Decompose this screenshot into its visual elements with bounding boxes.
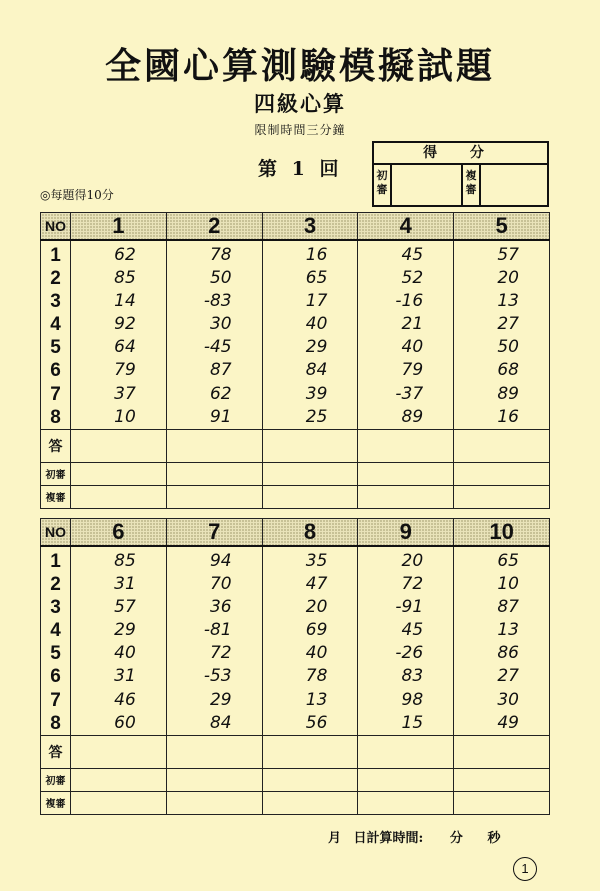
value-cell: -91 [395,597,424,618]
no-header: NO [41,213,71,241]
value-cell: 13 [497,620,519,641]
second-review-cell [166,791,262,814]
value-cell: 79 [401,360,424,381]
first-review-cell [166,768,262,791]
problem-table-2 [40,518,550,815]
value-cell: 72 [209,643,232,664]
page-title: 全國心算測驗模擬試題 [104,45,495,87]
value-cell: 98 [401,689,424,710]
row-label: 3 [50,291,61,313]
answer-field[interactable] [166,735,262,768]
answer-field[interactable] [262,429,358,462]
value-cell: 65 [497,551,519,571]
value-cell: -83 [203,291,232,312]
column-header: 9 [358,519,454,547]
value-cell: 89 [401,406,424,427]
score-second-review-label: 複審 [463,165,481,207]
answer-field[interactable] [71,735,167,768]
answer-label: 答 [41,735,71,768]
footer-month: 月 [328,831,342,846]
column-header: 7 [166,519,262,547]
value-cell: 16 [497,406,519,427]
value-cell: 29 [114,620,136,641]
row-label: 8 [50,712,61,734]
value-cell: 40 [305,643,328,664]
answer-field[interactable] [262,735,358,768]
page-number: 1 [513,857,537,881]
value-cell: 64 [114,337,136,358]
row-label: 6 [50,360,61,382]
value-cell: 36 [209,597,232,618]
problem-column [454,240,550,429]
problem-column [166,240,262,429]
value-cell: 37 [114,383,136,404]
value-cell: 13 [497,291,519,312]
value-cell: 83 [401,666,424,687]
value-cell: 30 [497,689,519,710]
row-label: 7 [50,689,61,711]
answer-field[interactable] [166,429,262,462]
value-cell: -81 [203,620,232,641]
problem-column [262,546,358,735]
answer-field[interactable] [358,735,454,768]
value-cell: 21 [401,314,424,335]
score-box [372,141,549,207]
problem-column [454,546,550,735]
value-cell: 13 [305,689,328,710]
calc-time-footer [328,827,508,846]
row-labels [41,240,71,429]
column-header: 10 [454,519,550,547]
first-review-cell [71,768,167,791]
value-cell: 60 [114,712,136,733]
second-review-cell [358,791,454,814]
row-label: 1 [50,245,61,266]
answer-field[interactable] [454,429,550,462]
value-cell: 56 [305,712,328,733]
value-cell: 40 [305,314,328,335]
first-review-cell [358,462,454,485]
value-cell: 78 [305,666,328,687]
first-review-label: 初審 [41,462,71,485]
value-cell: 92 [114,314,136,335]
second-review-label: 複審 [41,791,71,814]
value-cell: 46 [114,689,136,710]
row-labels [41,546,71,735]
first-review-cell [454,462,550,485]
problem-table-1 [40,212,550,509]
score-box-title: 得 分 [374,143,547,165]
second-review-cell [71,791,167,814]
problem-column [71,240,167,429]
value-cell: 89 [497,383,519,404]
value-cell: 35 [305,551,328,571]
value-cell: 87 [497,597,519,618]
value-cell: 50 [209,268,232,289]
value-cell: 65 [305,268,328,289]
footer-seconds: 秒 [487,831,501,846]
value-cell: 94 [209,551,232,571]
time-limit: 限制時間三分鐘 [254,123,346,137]
row-label: 5 [50,337,61,359]
points-per-question: ◎每題得10分 [40,188,114,202]
column-header: 4 [358,213,454,241]
row-label: 6 [50,666,61,688]
first-review-cell [262,768,358,791]
value-cell: 79 [114,360,136,381]
answer-field[interactable] [358,429,454,462]
second-review-label: 複審 [41,485,71,508]
value-cell: 31 [114,666,136,687]
value-cell: -26 [395,643,424,664]
second-review-cell [358,485,454,508]
value-cell: 86 [497,643,519,664]
second-review-cell [71,485,167,508]
value-cell: 27 [497,314,519,335]
problem-column [358,546,454,735]
answer-label: 答 [41,429,71,462]
value-cell: -37 [395,383,424,404]
first-review-cell [262,462,358,485]
row-label: 4 [50,620,61,642]
row-label: 1 [50,551,61,572]
value-cell: 70 [209,574,232,595]
value-cell: 29 [305,337,328,358]
second-review-cell [262,485,358,508]
answer-field[interactable] [454,735,550,768]
value-cell: 47 [305,574,328,595]
column-header: 1 [71,213,167,241]
value-cell: -45 [203,337,232,358]
score-first-review-label: 初審 [374,165,392,207]
value-cell: 25 [305,406,328,427]
first-review-cell [71,462,167,485]
value-cell: -53 [203,666,232,687]
value-cell: 29 [209,689,232,710]
value-cell: 91 [209,406,232,427]
footer-minutes: 分 [449,831,463,846]
value-cell: 87 [209,360,232,381]
row-label: 7 [50,383,61,405]
value-cell: 78 [209,245,232,265]
value-cell: 85 [114,551,136,571]
value-cell: 85 [114,268,136,289]
value-cell: 84 [209,712,232,733]
row-label: 5 [50,643,61,665]
value-cell: 69 [305,620,328,641]
column-header: 3 [262,213,358,241]
first-review-label: 初審 [41,768,71,791]
second-review-cell [166,485,262,508]
value-cell: 39 [305,383,328,404]
value-cell: 27 [497,666,519,687]
value-cell: 20 [497,268,519,289]
value-cell: 45 [401,245,424,265]
row-label: 4 [50,314,61,336]
value-cell: 45 [401,620,424,641]
value-cell: 16 [305,245,328,265]
problem-column [166,546,262,735]
column-header: 6 [71,519,167,547]
value-cell: 40 [114,643,136,664]
value-cell: 10 [497,574,519,595]
value-cell: 49 [497,712,519,733]
value-cell: 20 [401,551,424,571]
value-cell: -16 [395,291,424,312]
value-cell: 14 [114,291,136,312]
problem-column [358,240,454,429]
value-cell: 68 [497,360,519,381]
value-cell: 72 [401,574,424,595]
value-cell: 10 [114,406,136,427]
first-review-cell [358,768,454,791]
row-label: 8 [50,406,61,428]
no-header: NO [41,519,71,547]
second-review-cell [262,791,358,814]
level-subtitle: 四級心算 [254,91,346,116]
value-cell: 15 [401,712,424,733]
value-cell: 57 [497,245,519,265]
value-cell: 57 [114,597,136,618]
value-cell: 62 [209,383,232,404]
value-cell: 20 [305,597,328,618]
value-cell: 50 [497,337,519,358]
column-header: 2 [166,213,262,241]
value-cell: 62 [114,245,136,265]
column-header: 5 [454,213,550,241]
first-review-cell [166,462,262,485]
answer-field[interactable] [71,429,167,462]
value-cell: 40 [401,337,424,358]
first-review-cell [454,768,550,791]
problem-column [262,240,358,429]
column-header: 8 [262,519,358,547]
value-cell: 31 [114,574,136,595]
row-label: 2 [50,574,61,596]
row-label: 2 [50,268,61,290]
second-review-cell [454,791,550,814]
footer-day-time: 日計算時間: [353,831,424,846]
value-cell: 17 [305,291,328,312]
round-label: 第 1 回 [258,158,343,180]
row-label: 3 [50,597,61,619]
value-cell: 52 [401,268,424,289]
value-cell: 30 [209,314,232,335]
value-cell: 84 [305,360,328,381]
second-review-cell [454,485,550,508]
problem-column [71,546,167,735]
